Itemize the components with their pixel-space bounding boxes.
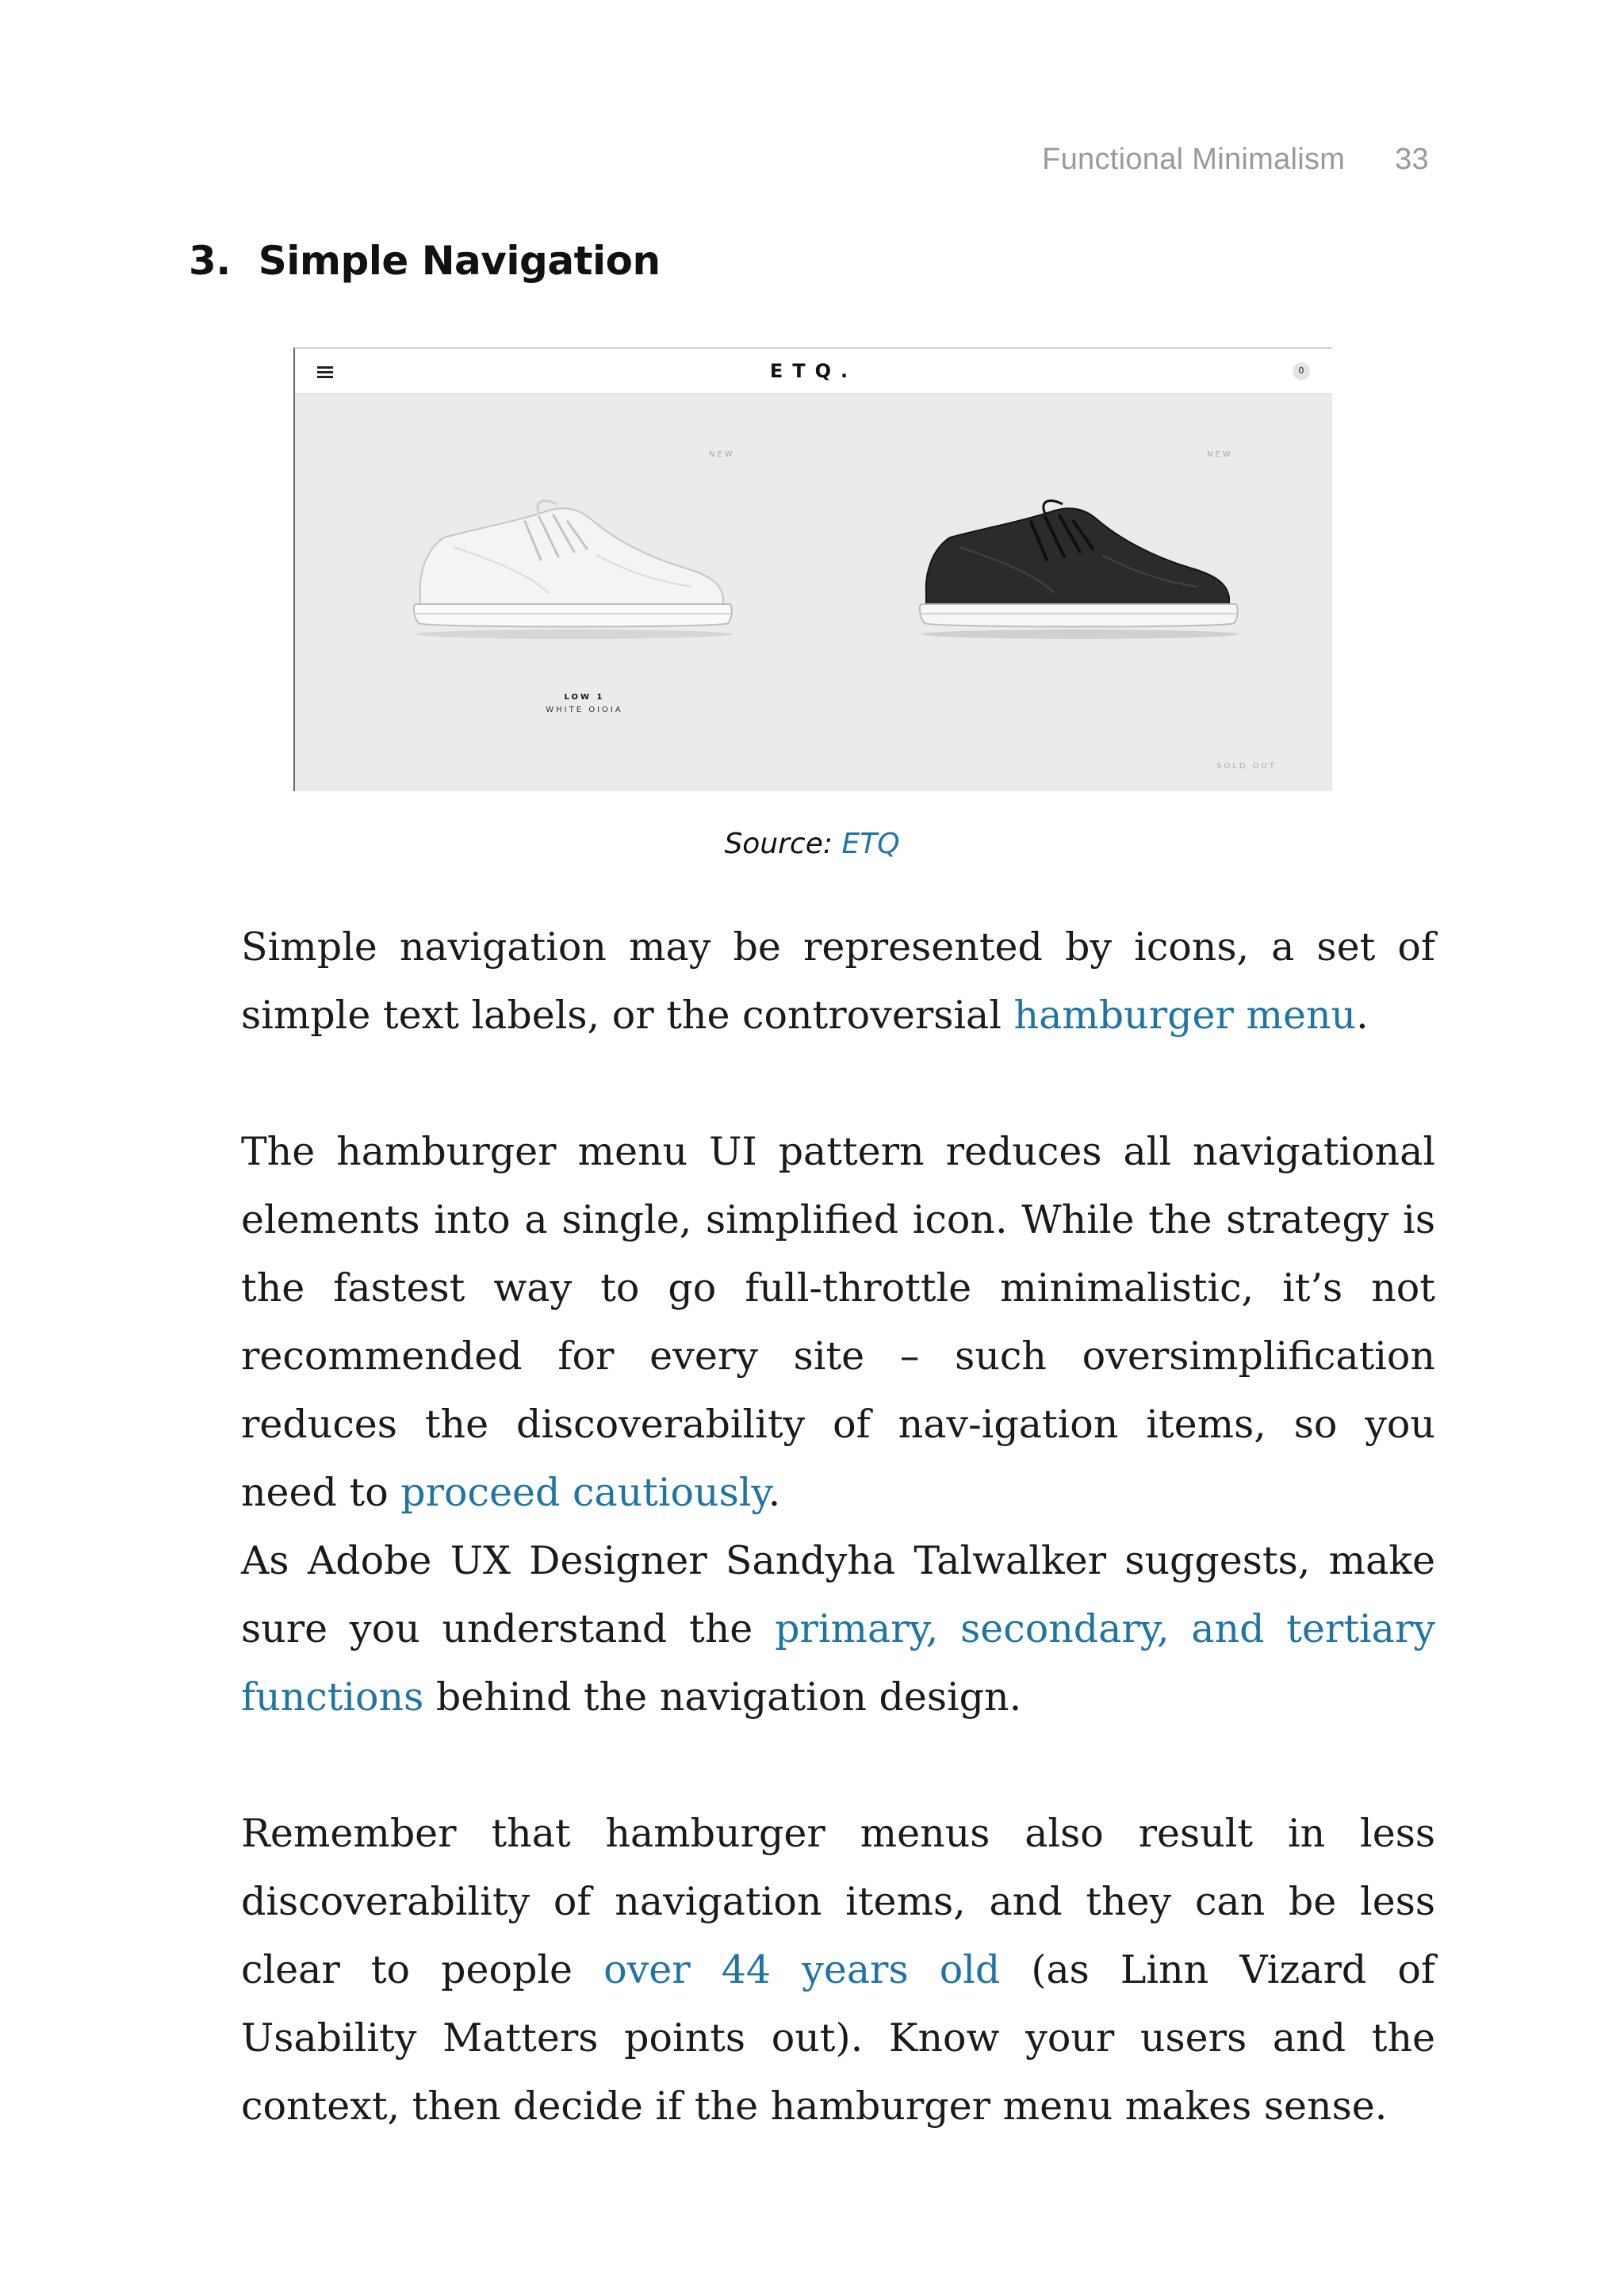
white-sneaker-image [406,499,739,642]
product-variant: WHITE OIOIA [546,706,623,714]
proceed-cautiously-link[interactable]: proceed cautiously [400,1470,768,1515]
paragraph-text: As Adobe UX Designer Sandyha Talwalker suggests, make sure you understand the [241,1538,1435,1651]
paragraph-adobe-designer [241,1527,1435,1732]
paragraph-text: . [768,1470,781,1515]
paragraph-discoverability [241,1800,1435,2141]
site-logo: ETQ. [769,360,858,382]
paragraph-text: Simple navigation may be represented by icons, a set of simple text labels, or the controversial [241,924,1435,1038]
paragraph-text: (as Linn Vizard of Usability Matters points out). Know your users and the context, then decide if the hamburger menu makes sense. [241,1947,1435,2129]
paragraph-text: behind the navigation design. [423,1674,1022,1720]
section-title: Simple Navigation [258,238,661,284]
new-tag: NEW [709,450,735,459]
etq-website-screenshot [293,347,1332,791]
source-prefix: Source: [724,828,833,860]
section-heading [189,238,661,284]
new-tag: NEW [1207,450,1233,459]
paragraph-text: Remember that hamburger menus also result in less discoverability of navigation items, and they can be less clear to people [241,1811,1435,1992]
section-number: 3. [189,238,231,284]
functions-link[interactable]: primary, secondary, and tertiary functions [241,1606,1436,1720]
paragraph-simple-navigation [241,913,1435,1050]
chapter-title: Functional Minimalism [1042,143,1346,176]
paragraph-text: The hamburger menu UI pattern reduces all navigational elements into a single, simplified icon. While the strategy is the fastest way to go full-throttle minimalistic, it’s not recommended for every site – such oversimplification reduces the discoverability of nav-igation items, so you need to [241,1129,1435,1515]
product-name: LOW 1 [564,693,605,702]
black-sneaker-image [912,499,1245,642]
page-number: 33 [1395,143,1429,176]
source-link[interactable]: ETQ [841,828,900,860]
hamburger-menu-link[interactable]: hamburger menu [1013,993,1357,1038]
figure-source-caption [0,828,1624,860]
sold-out-tag: SOLD OUT [1216,762,1277,771]
paragraph-hamburger-pattern [241,1118,1435,1527]
running-header [1042,143,1429,177]
over-44-years-old-link[interactable]: over 44 years old [603,1947,1001,1992]
site-header [295,349,1332,394]
cart-count-badge: 0 [1293,362,1310,380]
product-caption [493,691,676,717]
paragraph-text: . [1356,993,1369,1038]
